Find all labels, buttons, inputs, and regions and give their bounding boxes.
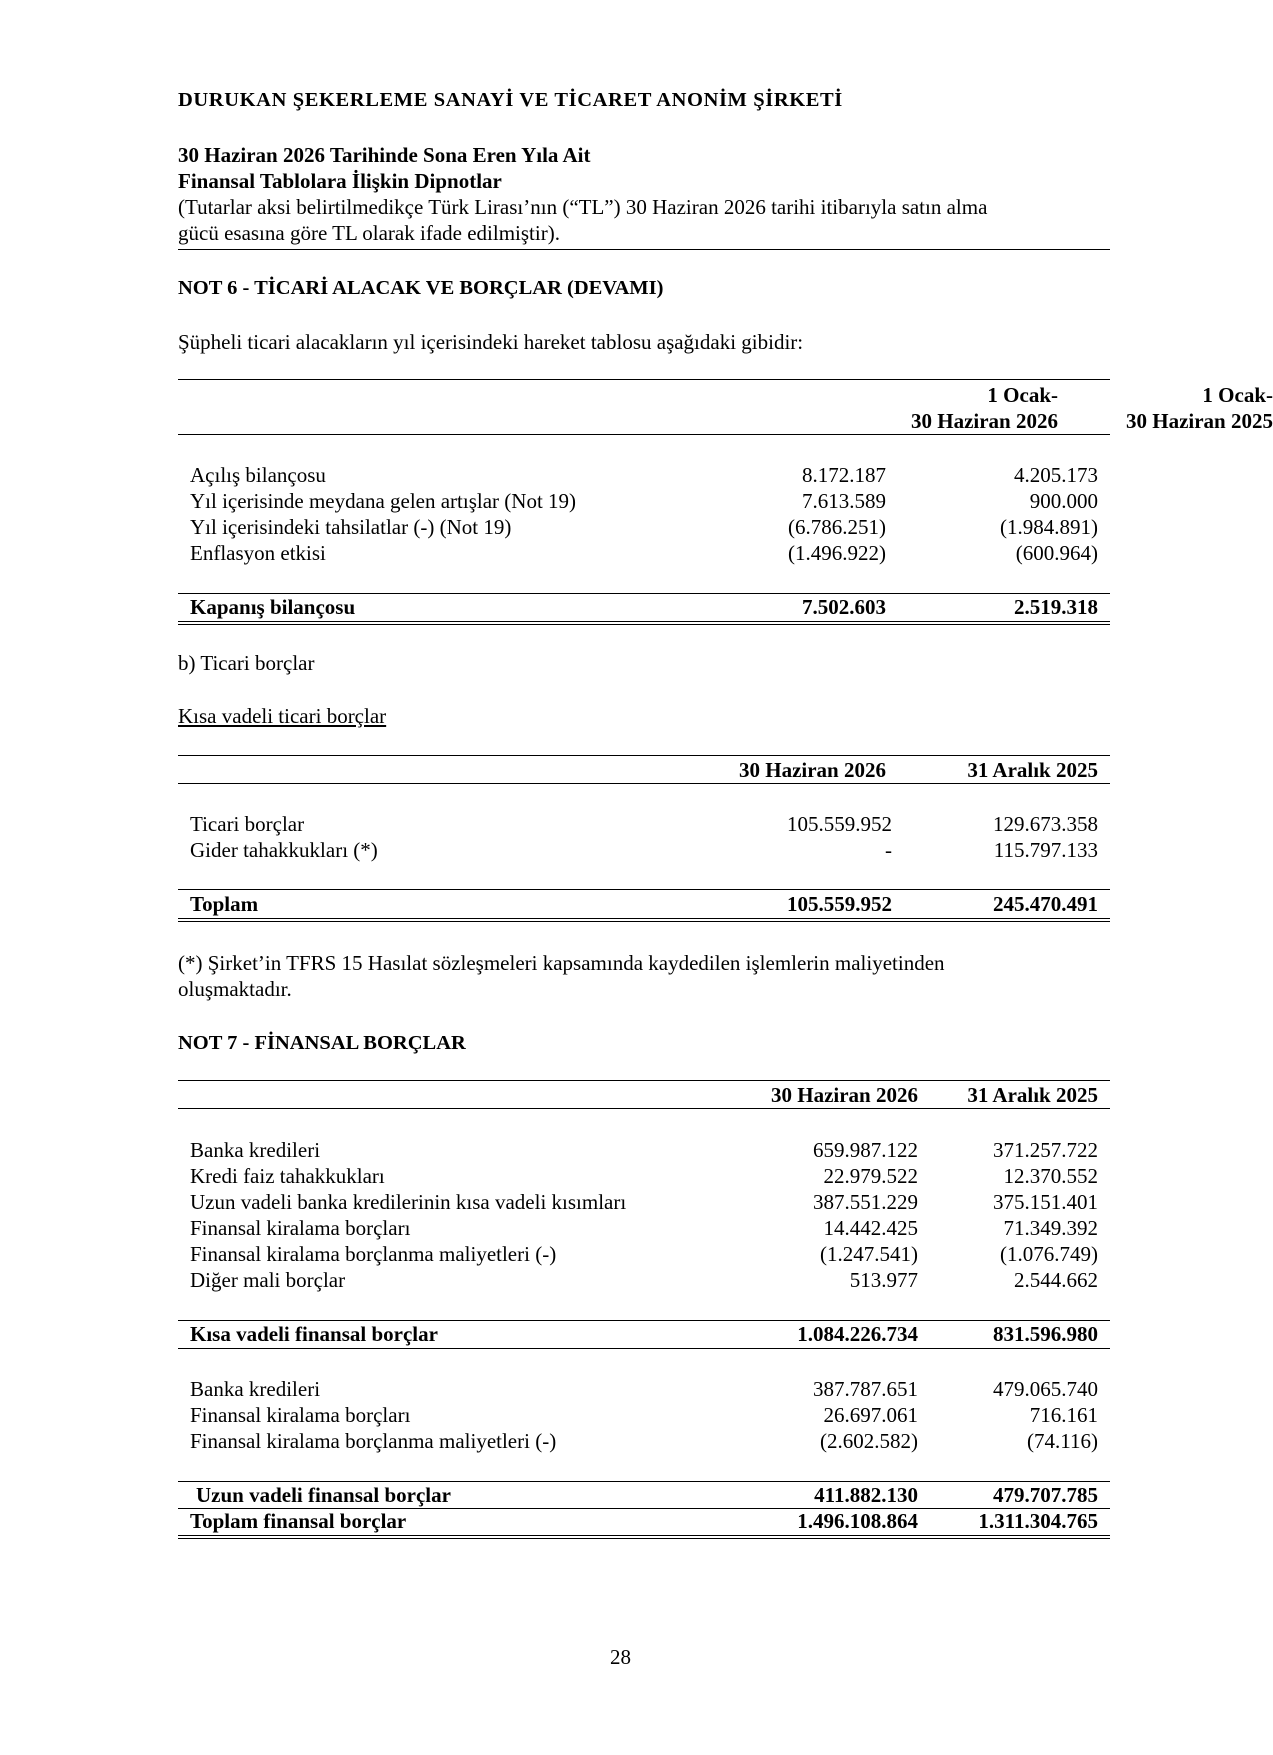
- currency-note-line1: (Tutarlar aksi belirtilmedikçe Türk Lirası’nın (“TL”) 30 Haziran 2026 tarihi itibarıyla satın alma: [178, 195, 988, 219]
- double-rule: [178, 1535, 1110, 1539]
- row-label: Banka kredileri: [190, 1138, 321, 1162]
- row-label: Açılış bilançosu: [190, 463, 326, 487]
- table-row: [190, 462, 1110, 489]
- row-label: Finansal kiralama borçlanma maliyetleri (-): [190, 1242, 557, 1266]
- double-rule: [178, 621, 1110, 625]
- total-2026: 411.882.130: [814, 1483, 918, 1507]
- value-2025: (74.116): [1027, 1429, 1098, 1453]
- total-2025: 831.596.980: [993, 1322, 1098, 1346]
- col-header-2025: [898, 382, 1273, 434]
- col-header-2026: 30 Haziran 2026: [771, 1083, 918, 1107]
- report-header: [178, 142, 987, 246]
- total-2026: 7.502.603: [802, 595, 886, 619]
- row-label: Yıl içerisindeki tahsilatlar (-) (Not 19): [190, 515, 512, 539]
- table-row: [190, 1402, 1110, 1429]
- value-2026: 387.551.229: [813, 1190, 918, 1214]
- value-2025: (600.964): [1015, 541, 1098, 565]
- row-label: Finansal kiralama borçları: [190, 1403, 411, 1427]
- col-header-2025: 31 Aralık 2025: [967, 758, 1098, 782]
- report-subtitle: Finansal Tablolara İlişkin Dipnotlar: [178, 169, 502, 193]
- grand-total-row: [190, 1508, 1110, 1535]
- footnote-line2: oluşmaktadır.: [178, 977, 292, 1001]
- table-row: [190, 1241, 1110, 1268]
- total-2025: 479.707.785: [993, 1483, 1098, 1507]
- total-row: [190, 891, 1110, 918]
- value-2025: 371.257.722: [993, 1138, 1098, 1162]
- value-2025: 479.065.740: [993, 1377, 1098, 1401]
- col-header-2026: 30 Haziran 2026: [739, 758, 886, 782]
- row-label: Gider tahakkukları (*): [190, 838, 378, 862]
- value-2026: 14.442.425: [823, 1216, 918, 1240]
- double-rule: [178, 918, 1110, 922]
- table-row: [190, 837, 1110, 864]
- total-label: Uzun vadeli finansal borçlar: [196, 1483, 451, 1507]
- value-2025: 375.151.401: [993, 1190, 1098, 1214]
- value-2025: 71.349.392: [1003, 1216, 1098, 1240]
- value-2026: 105.559.952: [787, 812, 892, 836]
- footnote: [178, 950, 945, 1002]
- total-2026: 1.084.226.734: [797, 1322, 918, 1346]
- subtotal-row: [190, 1321, 1110, 1348]
- table-rule: [178, 1348, 1110, 1349]
- table-rule: [178, 1108, 1110, 1109]
- value-2025: (1.984.891): [1000, 515, 1098, 539]
- value-2026: 387.787.651: [813, 1377, 918, 1401]
- row-label: Uzun vadeli banka kredilerinin kısa vadeli kısımları: [190, 1190, 627, 1214]
- total-2025: 1.311.304.765: [978, 1509, 1098, 1533]
- value-2026: (1.247.541): [820, 1242, 918, 1266]
- table-rule: [178, 379, 1110, 380]
- table-row: [190, 1376, 1110, 1403]
- row-label: Diğer mali borçlar: [190, 1268, 346, 1292]
- short-term-heading: Kısa vadeli ticari borçlar: [178, 704, 387, 728]
- subtotal-row: [196, 1482, 1110, 1509]
- value-2026: 8.172.187: [802, 463, 886, 487]
- company-name: DURUKAN ŞEKERLEME SANAYİ VE TİCARET ANONİM ŞİRKETİ: [178, 89, 843, 111]
- row-label: Ticari borçlar: [190, 812, 305, 836]
- value-2025: 115.797.133: [993, 838, 1098, 862]
- header-divider: [178, 249, 1110, 250]
- total-2026: 105.559.952: [787, 892, 892, 916]
- total-label: Kısa vadeli finansal borçlar: [190, 1322, 438, 1346]
- col-header-line: 30 Haziran 2026: [911, 409, 1058, 433]
- page-number: 28: [610, 1645, 631, 1669]
- row-label: Kredi faiz tahakkukları: [190, 1164, 385, 1188]
- value-2026: (6.786.251): [788, 515, 886, 539]
- row-label: Finansal kiralama borçlanma maliyetleri (-): [190, 1429, 557, 1453]
- table-rule: [178, 755, 1110, 756]
- table-rule: [178, 783, 1110, 784]
- col-header-2025: 31 Aralık 2025: [967, 1083, 1098, 1107]
- table-row: [190, 811, 1110, 838]
- table-rule: [178, 1080, 1110, 1081]
- footnote-line1: (*) Şirket’in TFRS 15 Hasılat sözleşmeleri kapsamında kaydedilen işlemlerin maliyetinden: [178, 951, 945, 975]
- value-2026: 26.697.061: [823, 1403, 918, 1427]
- total-2026: 1.496.108.864: [797, 1509, 918, 1533]
- value-2026: 7.613.589: [802, 489, 886, 513]
- total-label: Kapanış bilançosu: [190, 595, 356, 619]
- value-2026: 659.987.122: [813, 1138, 918, 1162]
- row-label: Banka kredileri: [190, 1377, 321, 1401]
- value-2025: 900.000: [1029, 489, 1098, 513]
- col-header-line: 1 Ocak-: [987, 383, 1058, 407]
- total-row: [190, 594, 1110, 621]
- note6-intro: Şüpheli ticari alacakların yıl içerisindeki hareket tablosu aşağıdaki gibidir:: [178, 330, 804, 354]
- table-row: [190, 1189, 1110, 1216]
- value-2026: (1.496.922): [788, 541, 886, 565]
- row-label: Enflasyon etkisi: [190, 541, 326, 565]
- col-header-line: 1 Ocak-: [1202, 383, 1273, 407]
- value-2025: (1.076.749): [1000, 1242, 1098, 1266]
- total-2025: 245.470.491: [993, 892, 1098, 916]
- payables-heading: b) Ticari borçlar: [178, 651, 315, 675]
- value-2025: 2.544.662: [1014, 1268, 1098, 1292]
- value-2026: 22.979.522: [823, 1164, 918, 1188]
- value-2025: 4.205.173: [1014, 463, 1098, 487]
- value-2025: 716.161: [1029, 1403, 1098, 1427]
- table-row: [190, 1163, 1110, 1190]
- value-2026: 513.977: [849, 1268, 918, 1292]
- value-2026: -: [885, 838, 892, 862]
- table-row: [190, 540, 1110, 567]
- row-label: Finansal kiralama borçları: [190, 1216, 411, 1240]
- table-row: [190, 1267, 1110, 1294]
- value-2026: (2.602.582): [820, 1429, 918, 1453]
- table-row: [190, 488, 1110, 515]
- value-2025: 129.673.358: [993, 812, 1098, 836]
- note6-title: NOT 6 - TİCARİ ALACAK VE BORÇLAR (DEVAMI): [178, 277, 664, 299]
- note7-title: NOT 7 - FİNANSAL BORÇLAR: [178, 1032, 466, 1054]
- table-row: [190, 1215, 1110, 1242]
- col-header-line: 30 Haziran 2025: [1126, 409, 1273, 433]
- period-title: 30 Haziran 2026 Tarihinde Sona Eren Yıla Ait: [178, 143, 591, 167]
- value-2025: 12.370.552: [1003, 1164, 1098, 1188]
- currency-note-line2: gücü esasına göre TL olarak ifade edilmiştir).: [178, 221, 560, 245]
- table-row: [190, 1428, 1110, 1455]
- total-label: Toplam finansal borçlar: [190, 1509, 407, 1533]
- total-2025: 2.519.318: [1014, 595, 1098, 619]
- table-rule: [178, 889, 1110, 890]
- row-label: Yıl içerisinde meydana gelen artışlar (Not 19): [190, 489, 577, 513]
- table-row: [190, 514, 1110, 541]
- table-row: [190, 1137, 1110, 1164]
- total-label: Toplam: [190, 892, 259, 916]
- table-rule: [178, 434, 1110, 435]
